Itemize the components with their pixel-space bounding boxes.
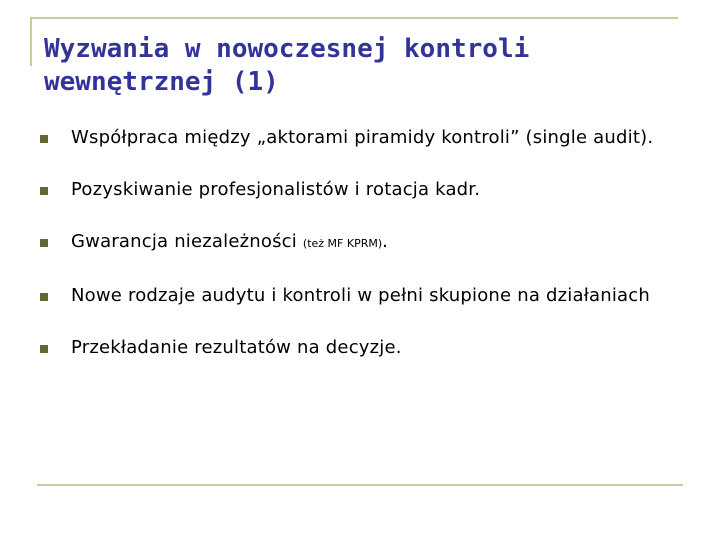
title-line-2: wewnętrznej (1)	[44, 67, 279, 97]
slide-title	[44, 33, 674, 99]
left-rule	[30, 17, 32, 66]
bullet-note: (też MF KPRM)	[302, 237, 383, 250]
square-bullet-icon	[40, 239, 48, 247]
bullet-item-2	[40, 179, 690, 201]
bullet-suffix: .	[382, 231, 389, 252]
bullet-text: Współpraca między „aktorami piramidy kontroli” (single audit).	[71, 127, 654, 148]
bottom-rule	[37, 484, 683, 486]
square-bullet-icon	[40, 135, 48, 143]
top-rule	[30, 17, 678, 19]
bullet-item-3	[40, 231, 690, 255]
bullet-list	[40, 127, 690, 359]
bullet-text: Gwarancja niezależności	[71, 231, 303, 252]
bullet-text: Przekładanie rezultatów na decyzje.	[71, 337, 402, 358]
bullet-text: Nowe rodzaje audytu i kontroli w pełni skupione na działaniach	[71, 285, 650, 306]
title-line-1: Wyzwania w nowoczesnej kontroli	[44, 34, 530, 64]
bullet-text: Pozyskiwanie profesjonalistów i rotacja kadr.	[71, 179, 481, 200]
bullet-item-4	[40, 285, 690, 307]
square-bullet-icon	[40, 293, 48, 301]
square-bullet-icon	[40, 187, 48, 195]
bullet-item-1	[40, 127, 690, 149]
bullet-item-5	[40, 337, 690, 359]
square-bullet-icon	[40, 345, 48, 353]
